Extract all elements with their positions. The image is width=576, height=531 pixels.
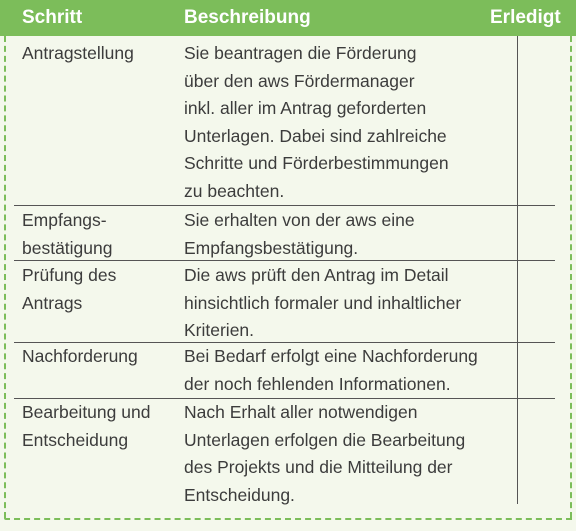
header-done: Erledigt bbox=[490, 7, 561, 28]
row-description-nachforderung: Bei Bedarf erfolgt eine Nachforderung der noch fehlenden Informationen. bbox=[184, 346, 478, 394]
row-step-pruefung: Prüfung des Antrags bbox=[22, 265, 117, 313]
row-separator bbox=[14, 205, 555, 206]
dashed-border-bottom bbox=[4, 518, 572, 520]
dashed-border-left bbox=[4, 36, 6, 518]
row-description-empfangsbestaetigung: Sie erhalten von der aws eine Empfangsbestätigung. bbox=[184, 210, 415, 258]
header-step: Schritt bbox=[22, 7, 83, 28]
row-description-bearbeitung: Nach Erhalt aller notwendigen Unterlagen erfolgen die Bearbeitung des Projekts und die Mitteilung der Entscheidung. bbox=[184, 402, 466, 505]
header-description: Beschreibung bbox=[184, 7, 311, 28]
done-column-divider bbox=[517, 36, 518, 504]
row-step-nachforderung: Nachforderung bbox=[22, 346, 138, 366]
dashed-border-right bbox=[570, 36, 572, 518]
row-step-bearbeitung: Bearbeitung und Entscheidung bbox=[22, 402, 151, 450]
row-description-pruefung: Die aws prüft den Antrag im Detail hinsichtlich formaler und inhaltlicher Kriterien. bbox=[184, 265, 462, 340]
row-separator bbox=[14, 260, 555, 261]
table-header bbox=[0, 0, 576, 36]
row-step-antragstellung: Antragstellung bbox=[22, 43, 134, 63]
row-step-empfangsbestaetigung: Empfangs- bestätigung bbox=[22, 210, 113, 258]
row-description-antragstellung: Sie beantragen die Förderung über den aws Fördermanager inkl. aller im Antrag geforderten Unterlagen. Dabei sind zahlreiche Schritte und Förderbestimmungen zu beachten. bbox=[184, 43, 449, 201]
